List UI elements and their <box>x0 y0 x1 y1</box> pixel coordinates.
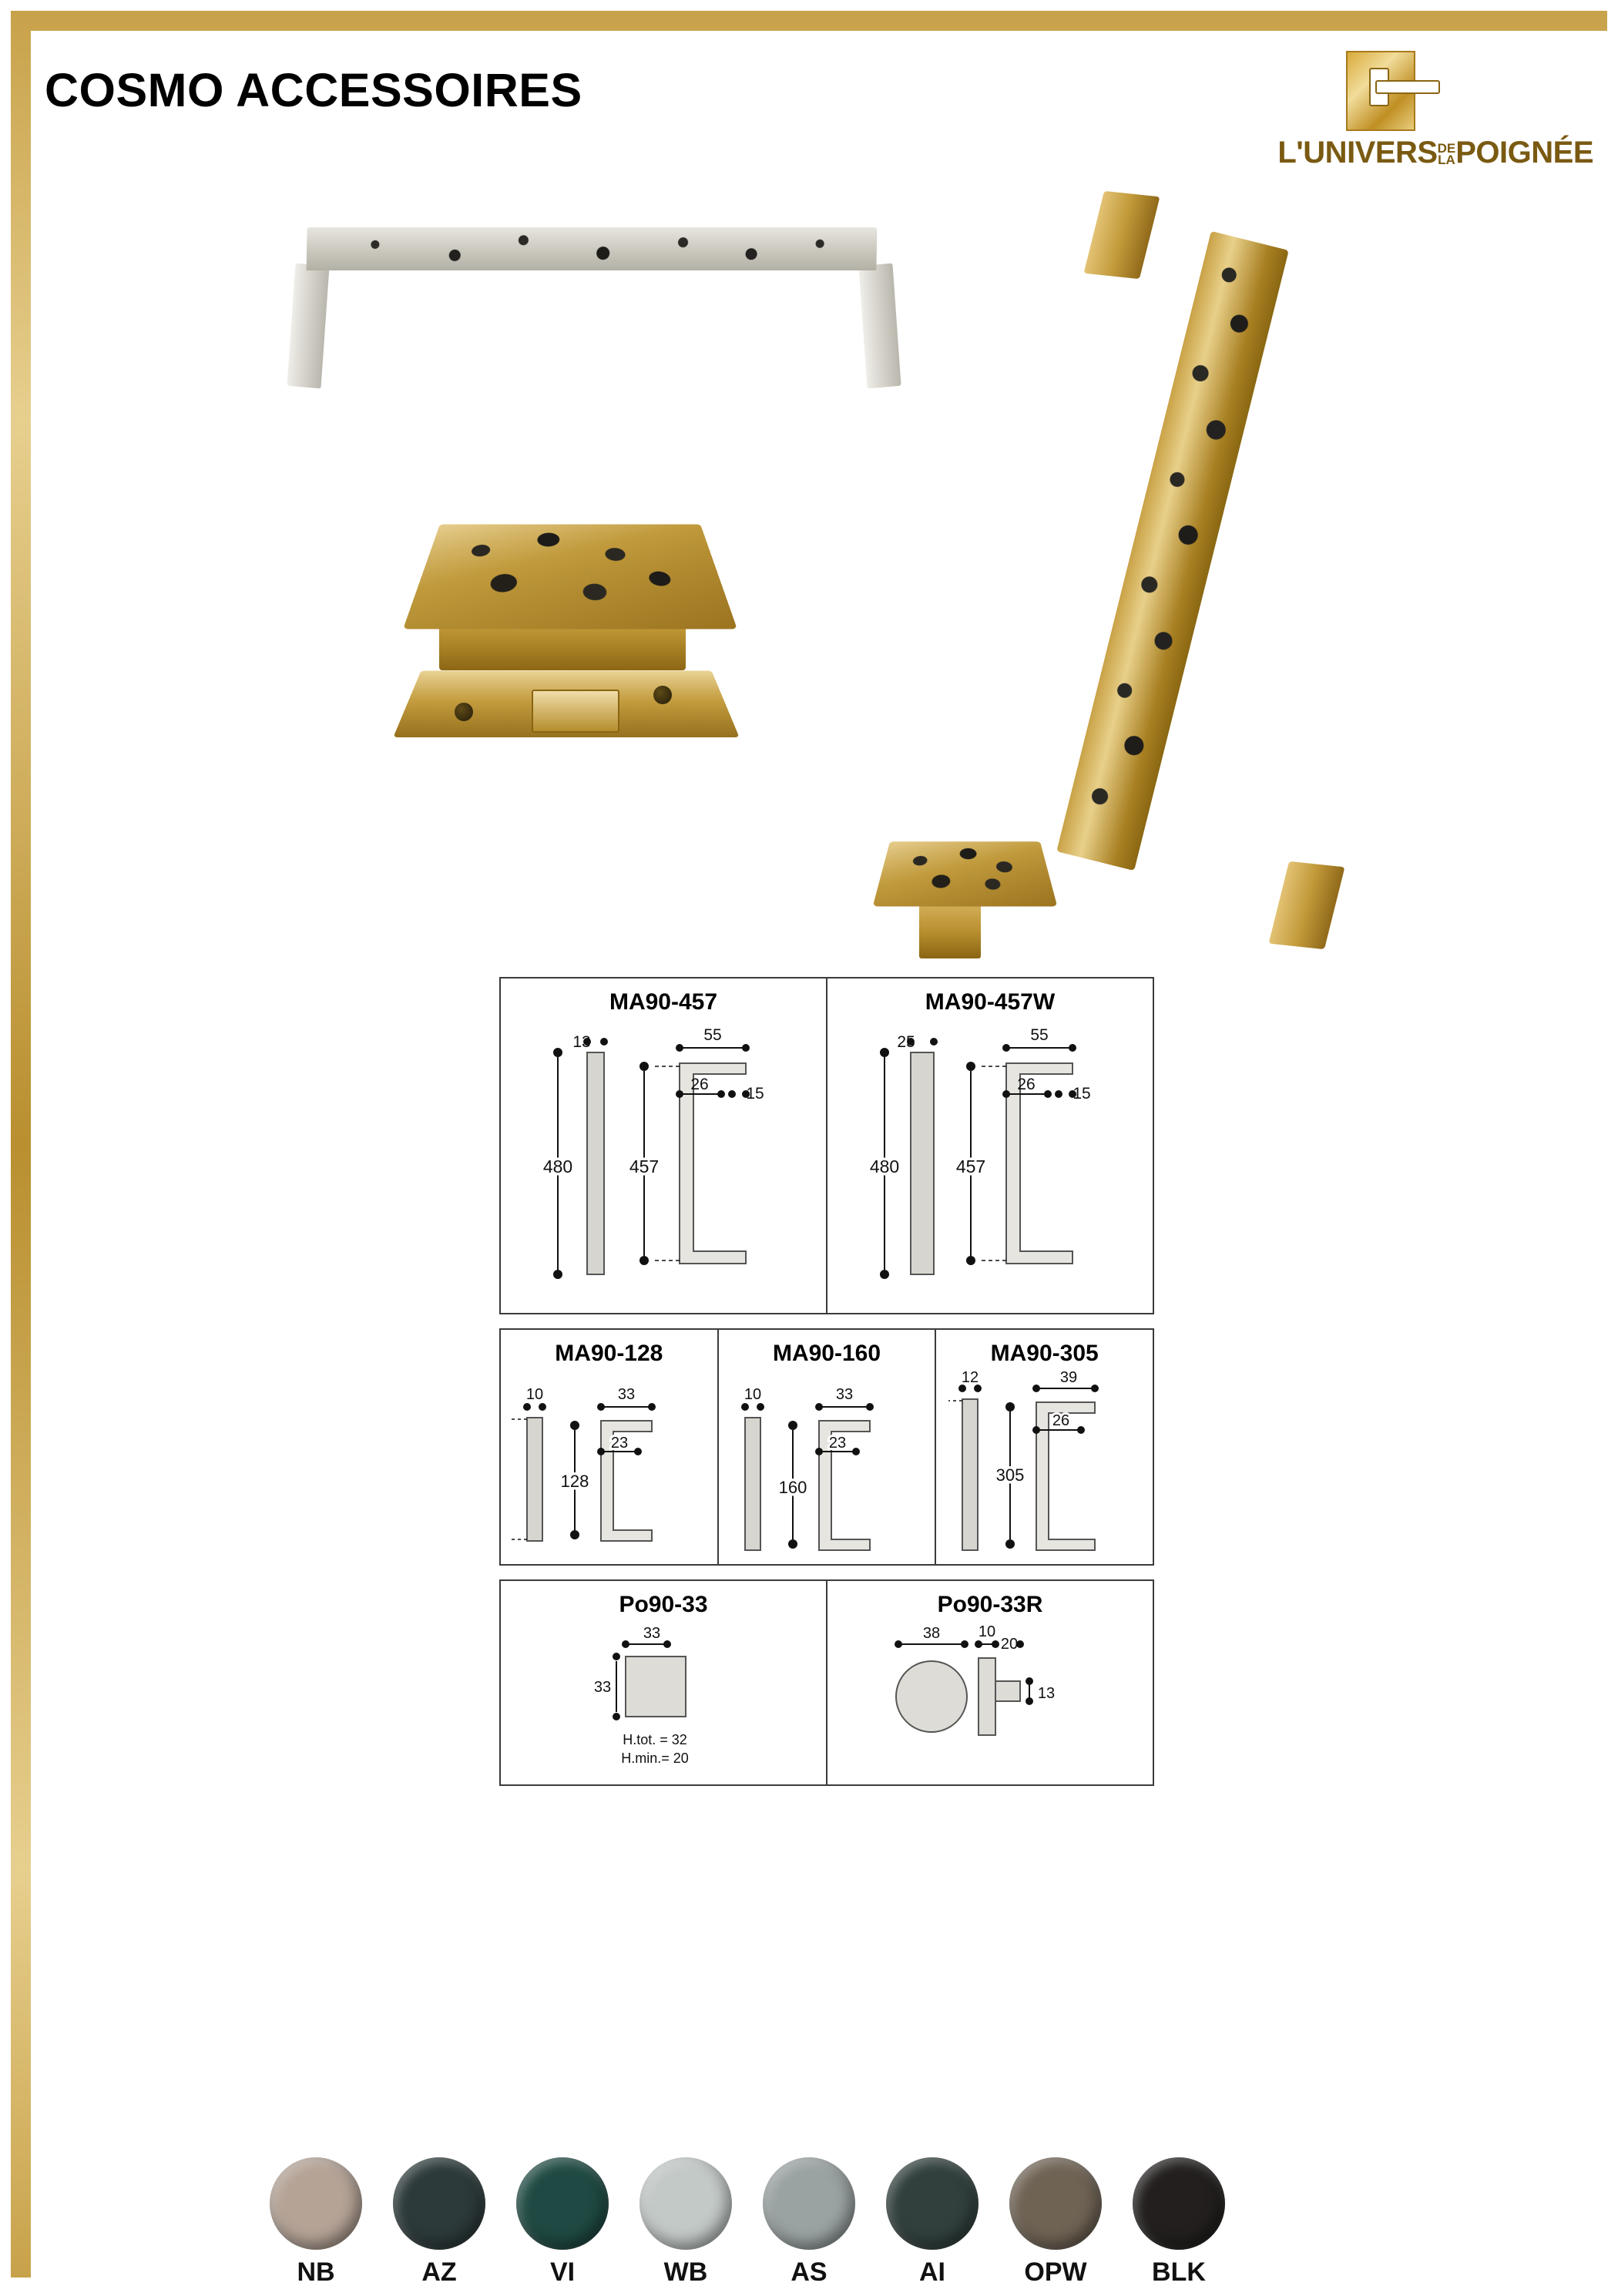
finish-swatch-opw <box>1009 2157 1102 2250</box>
finish-swatch-blk <box>1133 2157 1225 2250</box>
dim-c: 26 <box>1052 1412 1070 1429</box>
rose-screw-left <box>455 703 473 721</box>
dim-height: 480 <box>542 1156 573 1177</box>
spec-drawing-ma90-128 <box>501 1371 717 1564</box>
finish-item <box>1125 2157 1233 2296</box>
finish-swatch-ai <box>886 2157 979 2250</box>
finish-item <box>632 2157 740 2296</box>
dim-b: 39 <box>1060 1371 1078 1386</box>
finish-code: NB <box>297 2257 335 2287</box>
finish-item <box>509 2157 616 2296</box>
spec-ref-label: MA90-305 <box>990 1341 1099 1366</box>
brand-small-2: LA <box>1438 153 1455 168</box>
brand-wordmark <box>1193 136 1593 170</box>
spec-cell-ma90-160 <box>719 1330 937 1564</box>
rose-screw-right <box>653 686 672 704</box>
finish-code: AI <box>919 2257 945 2287</box>
finish-code: BLK <box>1152 2257 1206 2287</box>
spec-cell-ma90-457 <box>501 978 827 1313</box>
spec-cell-po90-33 <box>501 1581 827 1784</box>
dim-b: 55 <box>1030 1026 1049 1044</box>
knob-hammered-top <box>873 841 1058 906</box>
dim-centers: 160 <box>778 1478 807 1497</box>
square-knob-photo <box>882 824 1067 994</box>
finish-swatch-vi <box>516 2157 609 2250</box>
spec-drawing-po90-33r <box>827 1623 1153 1784</box>
dim-c: 23 <box>828 1435 846 1452</box>
specification-section <box>499 977 1154 1800</box>
dim-b: 33 <box>835 1386 853 1403</box>
door-handle-logo-icon <box>1335 45 1443 134</box>
spec-block-long-handles <box>499 977 1154 1314</box>
dim-a: 10 <box>744 1386 761 1403</box>
dim-width: 33 <box>643 1625 661 1642</box>
spec-ref-label: Po90-33R <box>937 1592 1043 1617</box>
handle-foot-top <box>1084 191 1160 279</box>
finish-code: AZ <box>421 2257 457 2287</box>
handle-leg-right <box>858 264 901 389</box>
dim-thickness: 13 <box>1037 1685 1056 1702</box>
spec-drawing-ma90-305 <box>936 1371 1153 1564</box>
finish-item <box>262 2157 370 2296</box>
finish-item <box>755 2157 863 2296</box>
brand-small-words <box>1438 143 1456 166</box>
spec-block-short-handles <box>499 1328 1154 1566</box>
finish-swatch-wb <box>639 2157 732 2250</box>
handle-foot-bottom <box>1269 861 1345 949</box>
dim-stem: 10 <box>978 1623 996 1640</box>
spec-drawing-ma90-457w <box>827 1020 1153 1313</box>
dim-centers: 128 <box>560 1472 589 1491</box>
dim-a: 13 <box>572 1033 591 1051</box>
dim-height: 480 <box>869 1156 900 1177</box>
brand-small-1: DE <box>1437 141 1456 156</box>
finish-code: AS <box>791 2257 827 2287</box>
finishes-row <box>262 2157 1233 2296</box>
brand-line-2: POIGNÉE <box>1455 136 1593 170</box>
finish-item <box>1002 2157 1109 2296</box>
dim-a: 12 <box>962 1371 979 1386</box>
finish-code: WB <box>663 2257 708 2287</box>
product-photo-group <box>31 185 1609 963</box>
spec-ref-label: Po90-33 <box>619 1592 708 1617</box>
spec-cell-ma90-305 <box>936 1330 1153 1564</box>
finish-swatch-az <box>393 2157 485 2250</box>
dim-b: 33 <box>617 1386 636 1403</box>
logo-lever-shape <box>1375 80 1440 94</box>
dim-diameter: 38 <box>922 1625 941 1642</box>
spec-block-knobs <box>499 1579 1154 1786</box>
dim-c: 26 <box>690 1076 709 1093</box>
finish-code: VI <box>549 2257 576 2287</box>
dim-centers: 457 <box>955 1156 986 1177</box>
spec-cell-ma90-128 <box>501 1330 719 1564</box>
dim-a: 25 <box>897 1033 915 1051</box>
note-h-total: H.tot. = 32 <box>623 1732 687 1747</box>
spec-drawing-ma90-160 <box>719 1371 935 1564</box>
handle-bar-bronze <box>1056 231 1289 871</box>
page-content <box>31 31 1609 2287</box>
page-title: COSMO ACCESSOIRES <box>45 64 582 116</box>
pull-handle-nickel-photo <box>276 227 908 393</box>
spec-drawing-po90-33 <box>501 1623 826 1784</box>
dim-b: 55 <box>703 1026 722 1044</box>
rose-hammered-top <box>403 524 737 629</box>
brand-line-1: L'UNIVERS <box>1277 136 1438 170</box>
spec-cell-po90-33r <box>827 1581 1153 1784</box>
finish-swatch-nb <box>270 2157 362 2250</box>
finish-swatch-as <box>763 2157 855 2250</box>
note-h-min: H.min.= 20 <box>621 1751 689 1766</box>
spec-drawing-ma90-457 <box>501 1020 826 1313</box>
rose-slot <box>532 690 619 733</box>
dim-c: 26 <box>1017 1076 1036 1093</box>
spec-ref-label: MA90-160 <box>772 1341 881 1366</box>
square-rose-handle-photo <box>401 493 755 855</box>
dim-d: 15 <box>1073 1085 1091 1103</box>
brand-block <box>1193 45 1593 183</box>
dim-base: 20 <box>1000 1636 1019 1653</box>
dim-centers: 305 <box>995 1465 1025 1485</box>
spec-ref-label: MA90-128 <box>555 1341 663 1366</box>
page-header <box>31 31 1609 200</box>
dim-c: 23 <box>610 1435 629 1452</box>
spec-ref-label: MA90-457W <box>925 989 1056 1015</box>
handle-leg-left <box>287 264 329 389</box>
handle-bar <box>307 227 878 270</box>
finish-item <box>385 2157 493 2296</box>
spec-cell-ma90-457w <box>827 978 1153 1313</box>
dim-centers: 457 <box>629 1156 660 1177</box>
dim-height: 33 <box>593 1679 612 1696</box>
dim-a: 10 <box>525 1386 544 1403</box>
finish-code: OPW <box>1024 2257 1087 2287</box>
dim-d: 15 <box>746 1085 764 1103</box>
finish-item <box>878 2157 986 2296</box>
spec-ref-label: MA90-457 <box>609 989 718 1015</box>
